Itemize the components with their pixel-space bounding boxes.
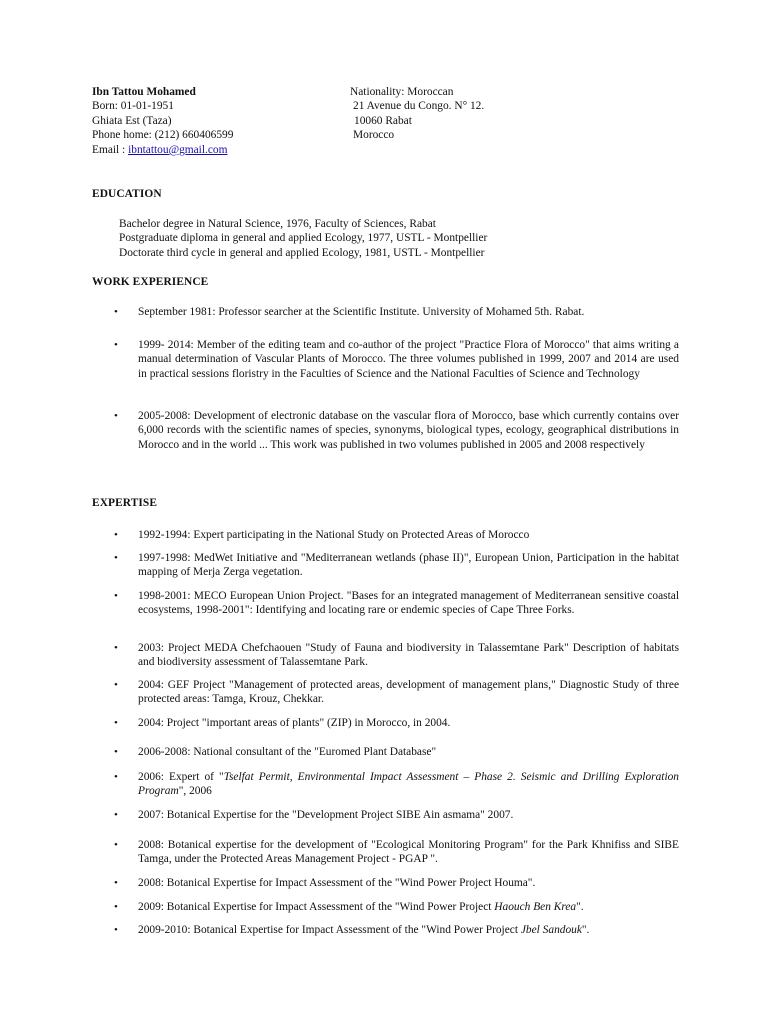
bullet-icon: • [114, 901, 118, 913]
contact-block-right [350, 85, 550, 143]
text-run-italic: Haouch Ben Krea [494, 901, 577, 913]
text-run-italic: Jbel Sandouk [520, 924, 582, 936]
expertise-item-text: 2008: Botanical Expertise for Impact Assessment of the "Wind Power Project Houma". [138, 877, 536, 889]
birth-date: Born: 01-01-1951 [92, 100, 174, 113]
bullet-icon: • [114, 529, 118, 541]
work-experience-heading: WORK EXPERIENCE [92, 276, 209, 288]
address-country: Morocco [353, 129, 395, 142]
text-run: ". [581, 924, 590, 936]
bullet-icon: • [114, 590, 118, 602]
expertise-item-text: 1992-1994: Expert participating in the National Study on Protected Areas of Morocco [138, 529, 530, 541]
bullet-icon: • [114, 410, 118, 422]
bullet-icon: • [114, 809, 118, 821]
text-run: 2009: Botanical Expertise for Impact Assessment of the "Wind Power Project [138, 901, 495, 913]
contact-block-left [92, 85, 342, 157]
email-label: Email : [92, 143, 129, 156]
bullet-icon: • [114, 642, 118, 654]
text-run: ". [576, 901, 584, 913]
work-item-text: 1999- 2014: Member of the editing team and co-author of the project "Practice Flora of Morocco" that aims writing a manual determination of Vascular Plants of Morocco. The three volumes published in 1999, 2007 and 2014 are used in practical sessions floristry in the Faculties of Science and the National Faculties of Science and Technology [138, 339, 679, 380]
expertise-item-text [138, 923, 679, 937]
text-run: 2006: Expert of " [138, 771, 224, 783]
education-item: Bachelor degree in Natural Science, 1976, Faculty of Sciences, Rabat [119, 218, 436, 230]
birth-place: Ghiata Est (Taza) [92, 114, 172, 127]
education-heading: EDUCATION [92, 188, 162, 200]
bullet-icon: • [114, 717, 118, 729]
bullet-icon: • [114, 839, 118, 851]
expertise-item-text: 2007: Botanical Expertise for the "Development Project SIBE Ain asmama" 2007. [138, 809, 514, 821]
address-line-1: 21 Avenue du Congo. N° 12. [353, 100, 485, 113]
bullet-icon: • [114, 339, 118, 351]
expertise-item-text [138, 770, 679, 799]
person-name: Ibn Tattou Mohamed [92, 86, 196, 98]
text-run: ", 2006 [178, 785, 212, 798]
work-item-text: September 1981: Professor searcher at the Scientific Institute. University of Mohamed 5th. Rabat. [138, 306, 585, 318]
expertise-item-text [138, 900, 679, 914]
email-link[interactable]: ibntattou@gmail.com [128, 143, 228, 156]
address-line-2: 10060 Rabat [354, 114, 412, 127]
education-list [119, 217, 679, 260]
phone-number: Phone home: (212) 660406599 [92, 129, 234, 142]
email-line [92, 143, 342, 157]
bullet-icon: • [114, 924, 118, 936]
expertise-item-text: 2006-2008: National consultant of the "Euromed Plant Database" [138, 746, 437, 758]
text-run-italic: Tselfat Permit, Environmental Impact Assessment – Phase 2. Seismic and Drilling Exploration Program [138, 771, 679, 798]
expertise-item-text: 2004: GEF Project "Management of protected areas, development of management plans," Diagnostic Study of three protected areas: Tamga, Krouz, Chekkar. [138, 679, 679, 706]
bullet-icon: • [114, 771, 118, 783]
nationality: Nationality: Moroccan [350, 86, 454, 98]
education-item: Doctorate third cycle in general and applied Ecology, 1981, USTL - Montpellier [119, 246, 485, 259]
bullet-icon: • [114, 679, 118, 691]
work-item-text: 2005-2008: Development of electronic database on the vascular flora of Morocco, base which currently contains over 6,000 records with the scientific names of species, synonyms, biological types, ecology, geographical distributions in Morocco and in the world ... This work was published in two volumes published in 2005 and 2008 respectively [138, 410, 679, 451]
bullet-icon: • [114, 877, 118, 889]
bullet-icon: • [114, 306, 118, 318]
expertise-item-text: 2004: Project "important areas of plants" (ZIP) in Morocco, in 2004. [138, 717, 451, 729]
bullet-icon: • [114, 746, 118, 758]
expertise-heading: EXPERTISE [92, 497, 158, 509]
text-run: 2009-2010: Botanical Expertise for Impact Assessment of the "Wind Power Project [138, 924, 521, 936]
expertise-item-text: 1997-1998: MedWet Initiative and "Mediterranean wetlands (phase II)", European Union, Participation in the habitat mapping of Merja Zerga vegetation. [138, 552, 679, 579]
expertise-item-text: 2003: Project MEDA Chefchaouen "Study of Fauna and biodiversity in Talassemtane Park" Description of habitats and biodiversity assessment of Talassemtane Park. [138, 642, 679, 669]
expertise-item-text: 2008: Botanical expertise for the development of "Ecological Monitoring Program" for the Park Khnifiss and SIBE Tamga, under the Protected Areas Management Project - PGAP ". [138, 839, 679, 866]
expertise-item-text: 1998-2001: MECO European Union Project. "Bases for an integrated management of Mediterranean sensitive coastal ecosystems, 1998-2001": Identifying and locating rare or endemic species of Cape Three Forks. [138, 590, 679, 617]
bullet-icon: • [114, 552, 118, 564]
education-item: Postgraduate diploma in general and applied Ecology, 1977, USTL - Montpellier [119, 232, 488, 245]
